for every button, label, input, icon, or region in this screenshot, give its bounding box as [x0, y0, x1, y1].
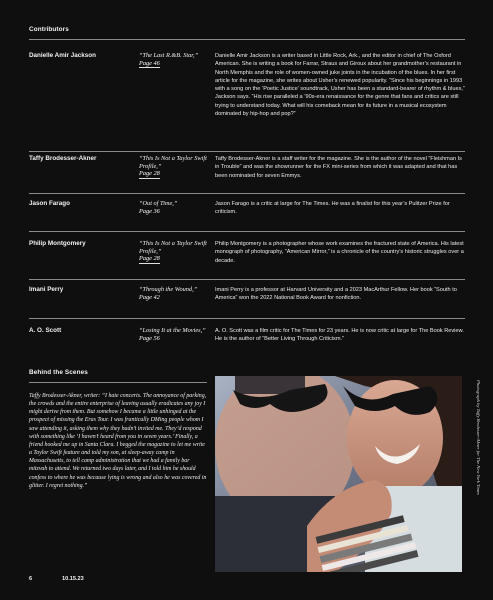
page-link[interactable]: Page 28	[139, 255, 160, 263]
section-title-contributors: Contributors	[29, 26, 69, 33]
story-title: “The Last R.&B. Star,”	[139, 52, 199, 59]
issue-date: 10.15.23	[62, 576, 84, 582]
page-link[interactable]: Page 28	[139, 170, 160, 178]
page-link[interactable]: Page 42	[139, 293, 160, 301]
contributor-name: Danielle Amir Jackson	[29, 52, 96, 59]
story-title: “This Is Not a Taylor Swift Profile,”	[139, 240, 207, 255]
page-link[interactable]: Page 36	[139, 207, 160, 215]
contributor-bio: Danielle Amir Jackson is a writer based in Little Rock, Ark., and the editor in chief of The Oxford American. She is writing a book for Farrar, Straus and Giroux about her grandmother’s restaurant in North Memphis and the role of women-owned juke joints in the incubation of the blues. In her first article for the magazine, she writes about Usher’s renewed popularity. “Since his beginnings in 1993 with a song on the ‘Poetic Justice’ soundtrack, Usher has been a standard-bearer of rhythm & blues,” Jackson says. “His rise paralleled a ’90s-era renaissance for the genre that fans and critics are still trying to understand today. What will his comeback mean for its future in a musical ecosystem dominated by hip-hop and pop?”	[215, 53, 465, 118]
contributor-name: Philip Montgomery	[29, 240, 86, 247]
story-reference	[139, 286, 217, 301]
contributor-bio: Philip Montgomery is a photographer whose work examines the fractured state of America. His latest monograph of photography, “American Mirror,” is a chronicle of the country’s historic struggles over a decade.	[215, 241, 464, 264]
rule	[29, 151, 465, 152]
photo-illustration	[215, 376, 462, 572]
story-reference	[139, 240, 217, 264]
story-title: “Losing It at the Movies,”	[139, 327, 206, 334]
rule	[29, 39, 465, 40]
story-title: “Out of Time,”	[139, 200, 178, 207]
story-reference	[139, 200, 217, 215]
contributor-bio: Jason Farago is a critic at large for The Times. He was a finalist for this year’s Pulitzer Prize for criticism.	[215, 201, 450, 216]
page-link[interactable]: Page 56	[139, 334, 160, 342]
behind-the-scenes-photo	[215, 376, 462, 572]
rule	[29, 279, 465, 280]
story-title: “Through the Wound,”	[139, 286, 198, 293]
contributor-name: Imani Perry	[29, 286, 64, 293]
rule	[29, 382, 207, 383]
story-reference	[139, 155, 217, 179]
story-title: “This Is Not a Taylor Swift Profile,”	[139, 155, 207, 170]
contributor-name: A. O. Scott	[29, 327, 62, 334]
rule	[29, 231, 465, 232]
story-reference	[139, 52, 217, 68]
rule	[29, 193, 465, 194]
section-title-behind-the-scenes: Behind the Scenes	[29, 369, 88, 376]
story-reference	[139, 327, 217, 342]
contributor-name: Jason Farago	[29, 200, 70, 207]
rule	[29, 318, 465, 319]
contributor-bio: Imani Perry is a professor at Harvard University and a 2023 MacArthur Fellow. Her book “South to America” won the 2022 National Book Award for nonfiction.	[215, 287, 457, 302]
contributor-bio: Taffy Brodesser-Akner is a staff writer for the magazine. She is the author of the novel “Fleishman Is in Trouble” and was the showrunner for the FX mini-series from which it was adapted and that has been nominated for seven Emmys.	[215, 156, 462, 179]
photo-credit: Photograph by Taffy Brodesser-Akner for The New York Times	[476, 380, 481, 495]
contributor-name: Taffy Brodesser-Akner	[29, 155, 97, 162]
page-link[interactable]: Page 46	[139, 59, 160, 67]
contributor-bio: A. O. Scott was a film critic for The Times for 23 years. He is now critic at large for The Book Review. He is the author of “Better Living Through Criticism.”	[215, 328, 464, 343]
behind-the-scenes-quote: Taffy Brodesser-Akner, writer: “I hate concerts. The annoyance of parking, the crowds and the entire enterprise of leaving usually eradicates any joy I might derive from them. But somehow I became a little unhinged at the prospect of missing the Eras Tour. I was frantically DMing people whom I saw attending it, asking them why they hadn’t invited me. They’d respond with something like ‘I haven’t heard from you in seven years.’ Finally, a friend hooked me up in Santa Clara. I begged the magazine to let me write a Taylor Swift feature and told my son, at sleep-away camp in Massachusetts, to tell camp administration that we had a family bar mitzvah to attend. We returned two days later, and I told him he should confess to where he was because lying is wrong and also he was covered in glitter. I regret nothing.”	[29, 393, 207, 489]
page-number: 6	[29, 576, 33, 582]
